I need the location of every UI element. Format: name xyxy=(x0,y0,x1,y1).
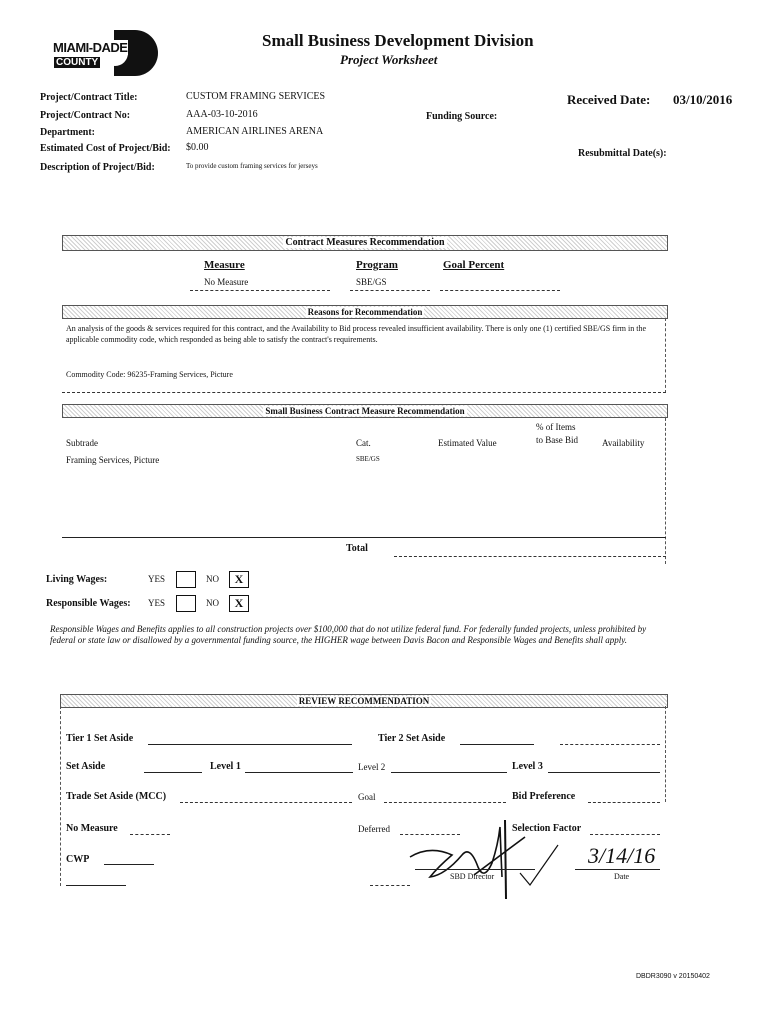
selection-factor-label: Selection Factor xyxy=(512,823,582,834)
funding-source-label: Funding Source: xyxy=(426,111,498,122)
total-label: Total xyxy=(346,543,368,554)
living-no-checkbox[interactable]: X xyxy=(229,571,249,588)
col-subtrade: Subtrade xyxy=(66,438,98,448)
description-label: Description of Project/Bid: xyxy=(40,162,155,173)
review-right-border xyxy=(665,706,666,802)
reasons-text: An analysis of the goods & services required for this contract, and the Availability to Bid process revealed insufficient availability. There is only one (1) certified SBE/GS firm in the applicable commodity code, which responded as being able to satisfy the contract's requirements. xyxy=(66,324,646,344)
trade-set-aside-field[interactable] xyxy=(180,802,352,803)
reasons-header xyxy=(62,305,668,319)
goal-underline xyxy=(440,290,560,291)
col-estimated-value: Estimated Value xyxy=(438,438,497,448)
trade-set-aside-label: Trade Set Aside (MCC) xyxy=(66,791,167,802)
responsible-yes-checkbox[interactable] xyxy=(176,595,196,612)
commodity-code: Commodity Code: 96235-Framing Services, Picture xyxy=(66,370,233,379)
living-yes-label: YES xyxy=(148,574,166,584)
director-line xyxy=(415,869,535,870)
living-wages-label: Living Wages: xyxy=(46,574,108,585)
living-no-label: NO xyxy=(206,574,219,584)
no-measure-field[interactable] xyxy=(130,834,170,835)
responsible-no-label: NO xyxy=(206,598,219,608)
level2-field[interactable] xyxy=(391,772,507,773)
director-signature xyxy=(400,815,560,900)
page-title: Small Business Development Division xyxy=(262,31,534,50)
tier2-label: Tier 2 Set Aside xyxy=(378,733,446,744)
small-business-border xyxy=(665,418,666,564)
col-pct-items-1: % of Items xyxy=(536,422,576,432)
goal-label: Goal xyxy=(358,792,376,802)
resubmittal-date-label: Resubmittal Date(s): xyxy=(578,148,667,159)
form-id: DBDR3090 v 20150402 xyxy=(636,973,710,980)
goal-field[interactable] xyxy=(384,802,506,803)
date-line xyxy=(575,869,660,870)
level1-label: Level 1 xyxy=(210,761,241,772)
level1-field[interactable] xyxy=(245,772,353,773)
level2-label: Level 2 xyxy=(358,762,386,772)
program-value: SBE/GS xyxy=(356,277,387,287)
cwp-label: CWP xyxy=(66,854,90,865)
signed-date: 3/14/16 xyxy=(588,843,656,868)
received-date-label: Received Date: xyxy=(567,92,651,107)
wages-note: Responsible Wages and Benefits applies to all construction projects over $100,000 that do not utilize federal fund. For federally funded projects, unless prohibited by federal or state law or disallowed by a governmental funding source, the HIGHER wage between Davis Bacon and Responsible Wages and Benefits shall apply. xyxy=(50,624,647,645)
small-business-header xyxy=(62,404,668,418)
small-business-heading: Small Business Contract Measure Recommendation xyxy=(265,406,465,416)
reasons-border xyxy=(665,318,666,393)
received-date-value: 03/10/2016 xyxy=(673,92,733,107)
project-no-value: AAA-03-10-2016 xyxy=(186,109,258,120)
total-underline xyxy=(394,556,666,557)
project-no-label: Project/Contract No: xyxy=(40,110,131,121)
responsible-yes-label: YES xyxy=(148,598,166,608)
reasons-heading: Reasons for Recommendation xyxy=(307,307,423,317)
contract-measures-heading: Contract Measures Recommendation xyxy=(285,237,445,248)
measure-value: No Measure xyxy=(204,277,249,287)
bid-preference-label: Bid Preference xyxy=(512,791,576,802)
col-measure: Measure xyxy=(204,259,245,271)
cwp-field[interactable] xyxy=(104,864,154,865)
project-title-value: CUSTOM FRAMING SERVICES xyxy=(186,91,326,102)
tier2-field[interactable] xyxy=(460,744,534,745)
selection-factor-field[interactable] xyxy=(590,834,660,835)
level3-label: Level 3 xyxy=(512,761,543,772)
level3-field[interactable] xyxy=(548,772,660,773)
living-yes-checkbox[interactable] xyxy=(176,571,196,588)
set-aside-label: Set Aside xyxy=(66,761,106,772)
county-logo xyxy=(52,30,156,76)
set-aside-field[interactable] xyxy=(144,772,202,773)
review-heading: REVIEW RECOMMENDATION xyxy=(298,696,430,706)
no-measure-label: No Measure xyxy=(66,823,118,834)
department-label: Department: xyxy=(40,127,95,138)
responsible-no-checkbox[interactable]: X xyxy=(229,595,249,612)
tier1-field[interactable] xyxy=(148,744,352,745)
reasons-bottom xyxy=(62,392,666,393)
description-value: To provide custom framing services for jerseys xyxy=(186,162,318,170)
bid-preference-field[interactable] xyxy=(588,802,660,803)
department-value: AMERICAN AIRLINES ARENA xyxy=(186,126,324,137)
director-label: SBD Director xyxy=(450,872,495,881)
date-label: Date xyxy=(614,872,630,881)
review-header xyxy=(60,694,668,708)
program-underline xyxy=(350,290,430,291)
row-cat: SBE/GS xyxy=(356,455,380,463)
small-business-bottom xyxy=(62,537,666,538)
col-availability: Availability xyxy=(602,438,645,448)
review-bottom-left xyxy=(66,885,126,886)
responsible-wages-label: Responsible Wages: xyxy=(46,598,131,609)
col-program: Program xyxy=(356,259,398,271)
tier1-label: Tier 1 Set Aside xyxy=(66,733,134,744)
deferred-label: Deferred xyxy=(358,824,390,834)
cost-label: Estimated Cost of Project/Bid: xyxy=(40,143,171,154)
review-left-border xyxy=(60,706,61,886)
col-goal-percent: Goal Percent xyxy=(443,259,505,271)
measure-underline xyxy=(190,290,330,291)
cost-value: $0.00 xyxy=(186,142,209,153)
row-subtrade: Framing Services, Picture xyxy=(66,455,160,465)
page-subtitle: Project Worksheet xyxy=(340,52,438,67)
contract-measures-header xyxy=(62,235,668,251)
logo-line1: MIAMI-DADE xyxy=(53,40,128,55)
col-cat: Cat. xyxy=(356,438,371,448)
col-pct-items-2: to Base Bid xyxy=(536,435,578,445)
logo-line2: COUNTY xyxy=(56,57,99,68)
tier2-extra xyxy=(560,744,660,745)
project-title-label: Project/Contract Title: xyxy=(40,92,138,103)
